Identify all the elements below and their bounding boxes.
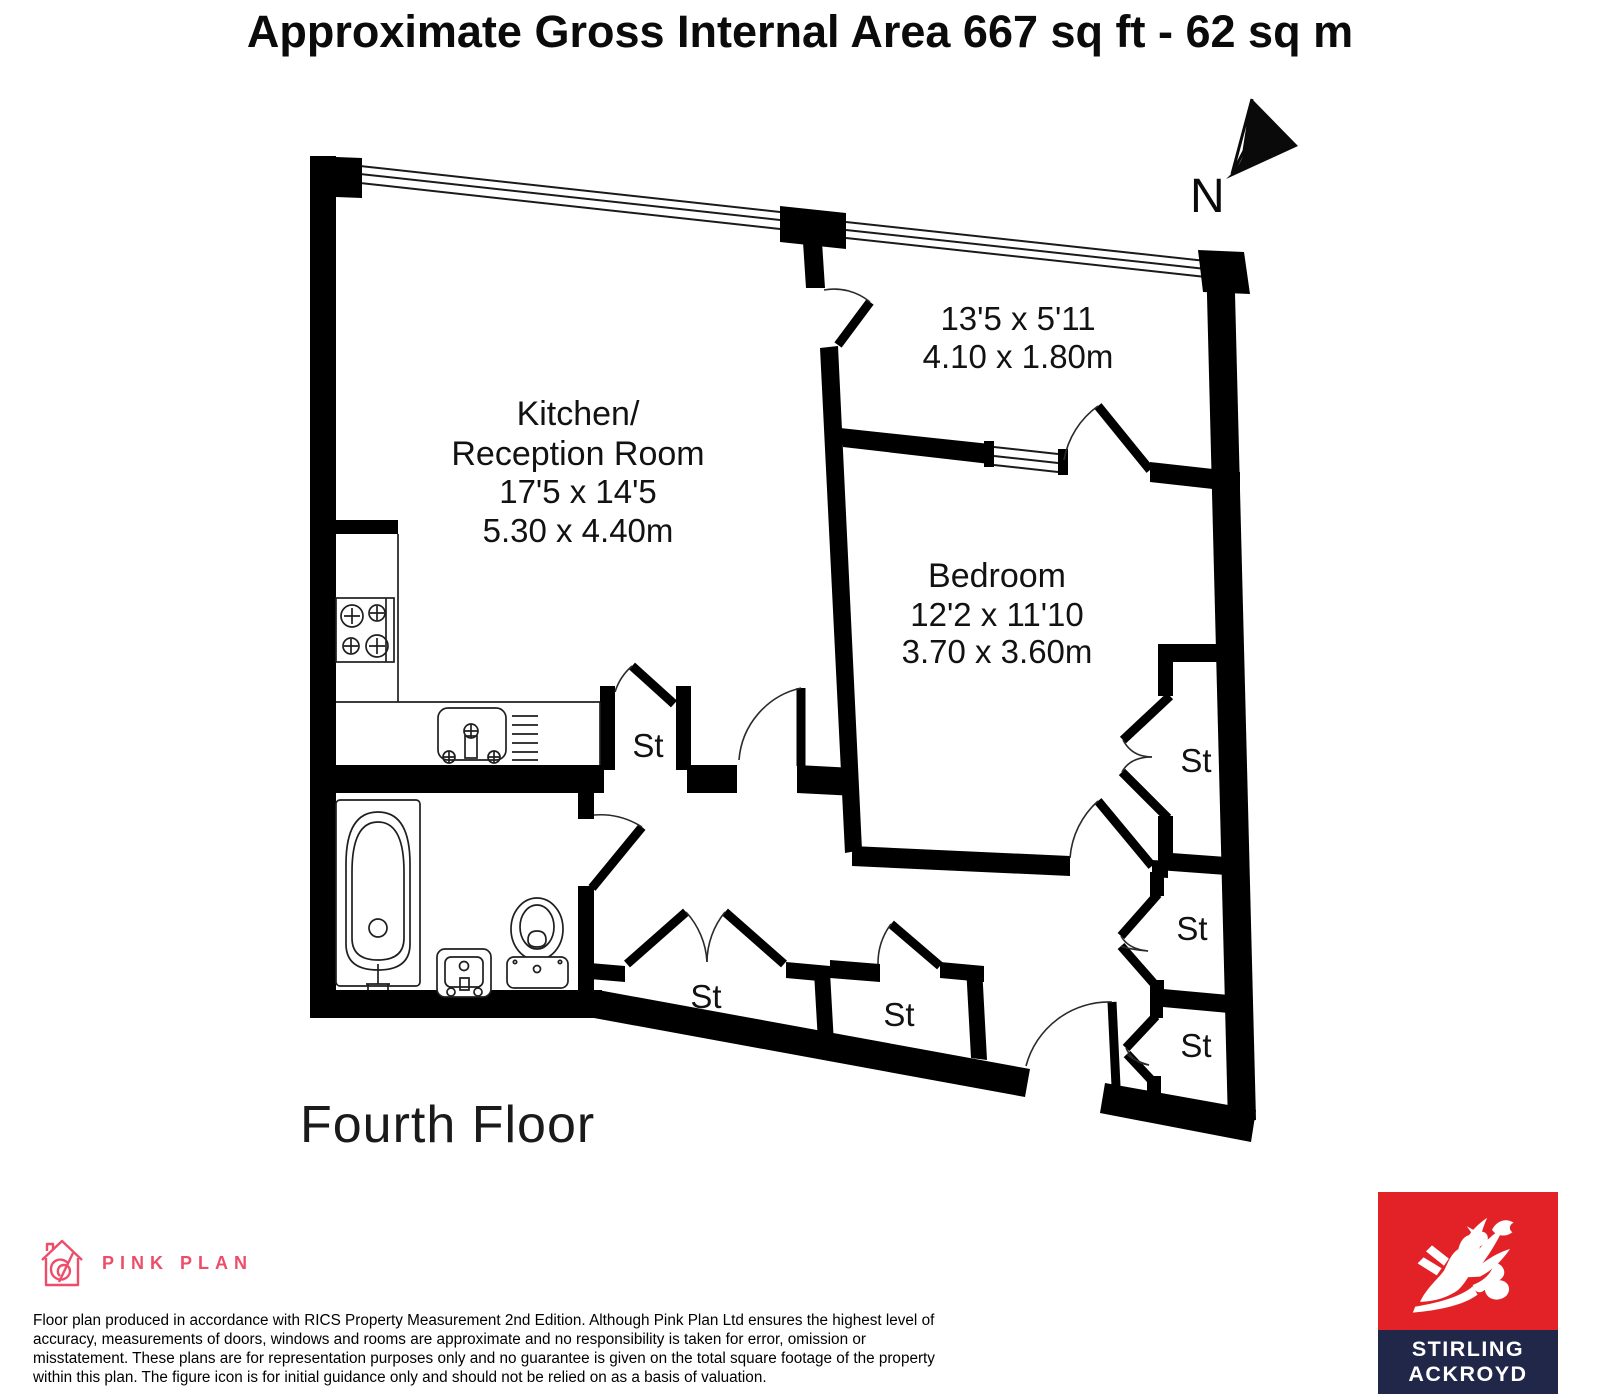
storage-label-bedroom: St [1180, 742, 1212, 779]
basin [437, 949, 491, 997]
north-arrow-icon [1190, 99, 1298, 223]
storage-label-right-bottom: St [1180, 1027, 1212, 1064]
kitchen-sink [438, 708, 506, 763]
agent-name [1378, 1330, 1558, 1394]
bedroom-dims-metric: 3.70 x 3.60m [901, 633, 1093, 670]
hallway-dims-metric: 4.10 x 1.80m [922, 338, 1114, 375]
bedroom-dims-imperial: 12'2 x 11'10 [910, 596, 1084, 633]
floor-name: Fourth Floor [300, 1096, 596, 1154]
kitchen-name-line1: Kitchen/ [516, 395, 640, 433]
bath [336, 800, 420, 990]
page-title: Approximate Gross Internal Area 667 sq ft - 62 sq m [246, 6, 1354, 57]
kitchen-dims-imperial: 17'5 x 14'5 [499, 473, 657, 510]
storage-label-kitchen: St [632, 727, 664, 764]
griffin-svg [1393, 1201, 1543, 1321]
drainer [512, 716, 538, 760]
storage-label-hall-right: St [883, 996, 915, 1033]
griffin-icon [1378, 1192, 1558, 1330]
disclaimer-text: Floor plan produced in accordance with RICS Property Measurement 2nd Edition. Although Pink Plan Ltd ensures the highest level of accuracy, measurements of doors, windows and rooms are approximate and no responsibility is taken for error, omission or misstatement. These plans are for representation purposes only and no guarantee is given on the total square footage of the property within this plan. The figure icon is for initial guidance only and should not be relied on as a basis of valuation. [33, 1312, 935, 1386]
pink-plan-logo [38, 1236, 253, 1290]
door-arcs [594, 289, 1152, 1066]
agent-name-line2: ACKROYD [1408, 1362, 1528, 1386]
storage-label-right-middle: St [1176, 910, 1208, 947]
kitchen-name-line2: Reception Room [451, 435, 705, 473]
hallway-dims-imperial: 13'5 x 5'11 [940, 300, 1096, 337]
toilet [507, 898, 568, 988]
hob [336, 598, 394, 662]
pink-plan-brand: PINK PLAN [102, 1252, 254, 1273]
north-label: N [1190, 170, 1225, 223]
agent-name-line1: STIRLING [1411, 1336, 1525, 1361]
pink-plan-house-icon [38, 1236, 86, 1290]
stirling-ackroyd-logo [1378, 1192, 1558, 1394]
storage-label-hall-left: St [690, 978, 722, 1015]
bedroom-name: Bedroom [928, 557, 1066, 595]
kitchen-dims-metric: 5.30 x 4.40m [482, 512, 674, 549]
